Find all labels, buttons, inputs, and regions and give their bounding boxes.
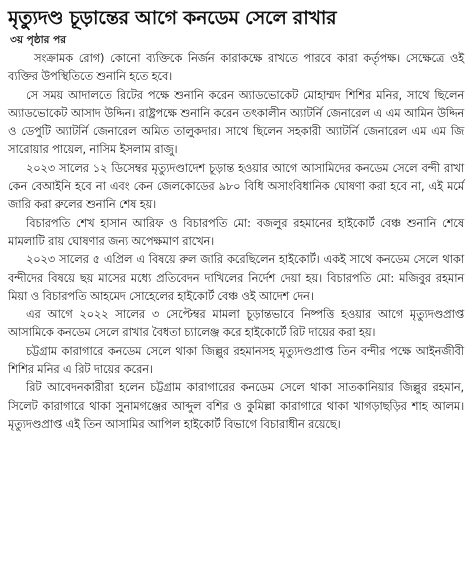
article-paragraph: এর আগে ২০২২ সালের ৩ সেপ্টেম্বর মামলা চূড়ান্তভাবে নিষ্পত্তি হওয়ার আগে মৃত্যুদণ্ডপ্রাপ্ত আসামিকে কনডেম সেলে রাখার বৈধতা চ্যালেঞ্জ করে হাইকোর্টে রিট দায়ের করা হয়।: [8, 307, 464, 340]
headline: মৃত্যুদণ্ড চূড়ান্তের আগে কনডেম সেলে রাখার: [8, 7, 337, 29]
article-paragraph: বিচারপতি শেখ হাসান আরিফ ও বিচারপতি মো: বজলুর রহমানের হাইকোর্ট বেঞ্চ শুনানি শেষে মামলাটি রায় ঘোষণার জন্য অপেক্ষমাণ রাখেন।: [8, 215, 464, 248]
article-paragraph: সংক্রামক রোগ) কোনো ব্যক্তিকে নির্জন কারাকক্ষে রাখতে পারবে কারা কর্তৃপক্ষ। সেক্ষেত্রে ওই ব্যক্তির উপস্থিতিতে শুনানি হতে হবে।: [8, 51, 464, 84]
article-paragraph: রিট আবেদনকারীরা হলেন চট্টগ্রাম কারাগারের কনডেম সেলে থাকা সাতকানিয়ার জিল্লুর রহমান, সিলেট কারাগারে থাকা সুনামগঞ্জের আব্দুল বশির ও কুমিল্লা কারাগারে থাকা খাগড়াছড়ির শাহ আলম। মৃত্যুদণ্ডপ্রাপ্ত এই তিন আসামির আপিল হাইকোর্ট বিভাগে বিচারাধীন রয়েছে।: [8, 380, 464, 431]
article-paragraph: চট্টগ্রাম কারাগারে কনডেম সেলে থাকা জিল্লুর রহমানসহ মৃত্যুদণ্ডপ্রাপ্ত তিন বন্দীর পক্ষে আইনজীবী শিশির মনির এ রিট দায়ের করেন।: [8, 343, 464, 377]
article-paragraph: ২০২৩ সালের ৫ এপ্রিল এ বিষয়ে রুল জারি করেছিলেন হাইকোর্ট। একই সাথে কনডেম সেলে থাকা বন্দীদের বিষয়ে ছয় মাসের মধ্যে প্রতিবেদন দাখিলের নির্দেশ দেয়া হয়। বিচারপতি মো: মজিবুর রহমান মিয়া ও বিচারপতি আহমেদ সোহেলের হাইকোর্ট বেঞ্চ ওই আদেশ দেন।: [8, 252, 464, 303]
continuation-note: ৩য় পৃষ্ঠার পর: [10, 34, 67, 46]
article-paragraph: ২০২৩ সালের ১২ ডিসেম্বর মৃত্যুদণ্ডাদেশ চূড়ান্ত হওয়ার আগে আসামিদের কনডেম সেলে বন্দী রাখা কেন বেআইনি হবে না এবং কেন জেলকোডের ৯৮০ বিধি অসাংবিধানিক ঘোষণা করা হবে না, এই মর্মে জারি করা রুলের শুনানি শেষ হয়।: [8, 160, 464, 212]
article-body: [8, 49, 464, 433]
article-paragraph: সে সময় আদালতে রিটের পক্ষে শুনানি করেন অ্যাডভোকেট মোহাম্মদ শিশির মনির, সাথে ছিলেন অ্যাডভোকেট আসাদ উদ্দিন। রাষ্ট্রপক্ষে শুনানি করেন তৎকালীন অ্যাটর্নি জেনারেল এ এম আমিন উদ্দিন ও ডেপুটি অ্যাটর্নি জেনারেল অমিত তালুকদার। সাথে ছিলেন সহকারী অ্যাটর্নি জেনারেল এম এম জি সারোয়ার পায়েল, নাসিম ইসলাম রাজু।: [8, 87, 464, 157]
